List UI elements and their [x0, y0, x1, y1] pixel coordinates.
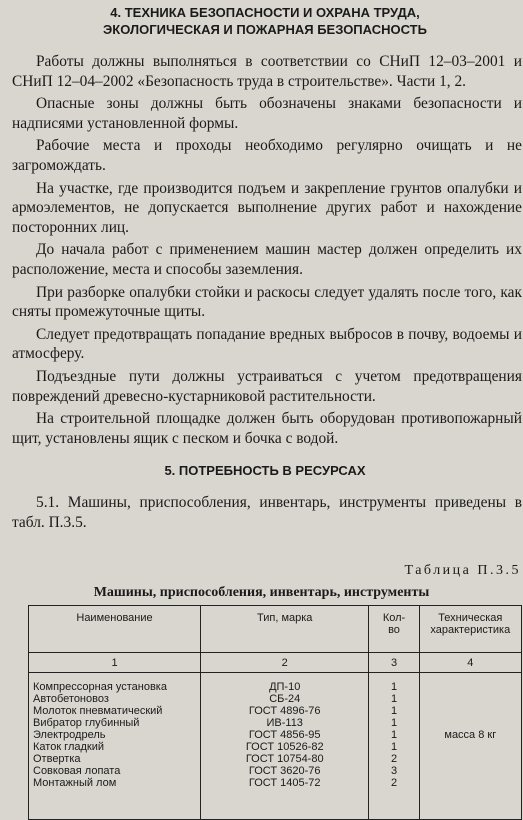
section-5-title: 5. ПОТРЕБНОСТЬ В РЕСУРСАХ: [164, 463, 366, 478]
names-cell: [29, 673, 201, 820]
item-type: ИВ-113: [266, 717, 303, 729]
item-name: Монтажный лом: [33, 777, 117, 789]
item-qty: 1: [390, 729, 398, 741]
item-name: Отвертка: [33, 753, 81, 765]
header-characteristic: [419, 606, 521, 653]
header-qty-line-1: Кол-: [382, 612, 406, 624]
item-qty: 1: [390, 717, 398, 729]
item-name: Электродрель: [33, 729, 106, 741]
resources-table: [28, 605, 522, 820]
header-type: Тип, марка: [201, 606, 369, 653]
paragraph: 5.1. Машины, приспособления, инвентарь, инструменты приведены в табл. П.3.5.: [12, 494, 522, 531]
item-qty: 2: [390, 753, 398, 765]
item-characteristic: масса 8 кг: [444, 729, 497, 741]
qty-cell: [369, 673, 419, 820]
item-name: Каток гладкий: [33, 741, 105, 753]
paragraph: До начала работ с применением машин мастер должен определить их расположение, места и способы заземления.: [12, 241, 522, 278]
table-header-row: [29, 606, 522, 653]
table-title: Машины, приспособления, инвентарь, инструменты: [93, 585, 430, 600]
item-name: Компрессорная установка: [33, 681, 167, 693]
paragraph: На участке, где производится подъем и закрепление грунтов опалубки и армоэлементов, не допускается выполнение других работ и нахождение посторонних лиц.: [12, 179, 522, 236]
item-qty: 1: [390, 681, 398, 693]
types-cell: [201, 673, 369, 820]
item-type: ГОСТ 4896-76: [248, 705, 321, 717]
section-4-title-line-2: ЭКОЛОГИЧЕСКАЯ И ПОЖАРНАЯ БЕЗОПАСНОСТЬ: [103, 22, 427, 37]
header-name: Наименование: [29, 606, 201, 653]
item-type: ГОСТ 3620-76: [248, 765, 321, 777]
header-char-line-1: Техническая: [438, 612, 503, 624]
paragraph: Работы должны выполняться в соответствии со СНиП 12–03–2001 и СНиП 12–04–2002 «Безопасность труда в строительстве». Части 1, 2.: [12, 53, 522, 90]
header-qty-line-2: во: [388, 624, 400, 636]
item-name: Совковая лопата: [33, 765, 121, 777]
item-type: ГОСТ 4856-95: [248, 729, 321, 741]
section-4-body: [12, 52, 522, 451]
paragraph: На строительной площадке должен быть оборудован противопожарный щит, установлены ящик с песком и бочка с водой.: [12, 410, 522, 447]
item-name: Молоток пневматический: [33, 705, 163, 717]
item-name: Автобетоновоз: [33, 693, 109, 705]
section-4-title-line-1: 4. ТЕХНИКА БЕЗОПАСНОСТИ И ОХРАНА ТРУДА,: [110, 5, 420, 20]
table-number-row: [29, 653, 522, 673]
characteristic-cell: [419, 673, 521, 820]
column-number: 1: [29, 653, 201, 673]
item-qty: 1: [390, 741, 398, 753]
item-type: ГОСТ 1405-72: [248, 777, 321, 789]
column-number: 3: [369, 653, 419, 673]
paragraph: Следует предотвращать попадание вредных выбросов в почву, водоемы и атмосферу.: [12, 325, 522, 363]
header-char-line-2: характеристика: [430, 624, 511, 636]
section-5-body: [12, 493, 522, 535]
paragraph: Опасные зоны должны быть обозначены знаками безопасности и надписями установленной формы.: [12, 95, 522, 132]
item-qty: 2: [390, 777, 398, 789]
section-5-heading: [20, 462, 510, 479]
header-qty: [369, 606, 419, 653]
table-data-row: [29, 673, 522, 820]
item-type: ДП-10: [269, 681, 301, 693]
item-type: ГОСТ 10754-80: [245, 753, 324, 765]
item-type: СБ-24: [269, 693, 301, 705]
item-type: ГОСТ 10526-82: [245, 741, 324, 753]
paragraph: При разборке опалубки стойки и раскосы следует удалять после того, как сняты промежуточные щиты.: [12, 283, 522, 321]
item-qty: 3: [390, 765, 398, 777]
item-qty: 1: [390, 705, 398, 717]
column-number: 2: [201, 653, 369, 673]
item-name: Вибратор глубинный: [33, 717, 140, 729]
section-4-heading: [20, 4, 510, 38]
paragraph: Рабочие места и проходы необходимо регулярно очищать и не загромождать.: [12, 137, 522, 174]
item-qty: 1: [390, 693, 398, 705]
paragraph: Подъездные пути должны устраиваться с учетом предотвращения повреждений древесно-кустарниковой растительности.: [12, 367, 522, 405]
column-number: 4: [419, 653, 521, 673]
table-label: Таблица П.3.5: [404, 563, 521, 578]
